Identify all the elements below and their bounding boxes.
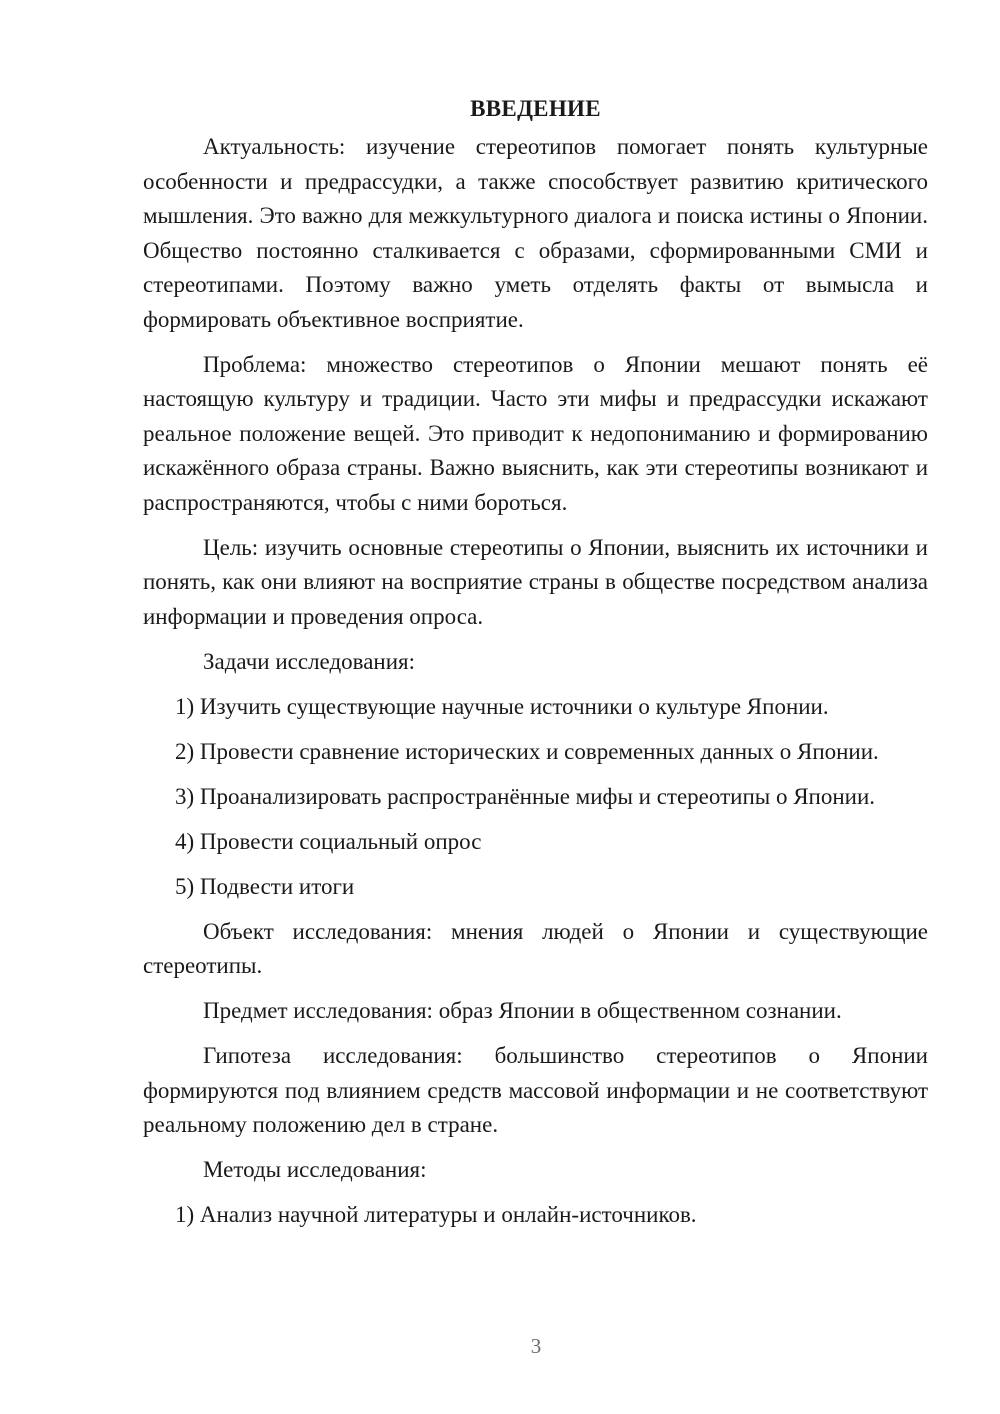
goal-paragraph: Цель: изучить основные стереотипы о Японии, выяснить их источники и понять, как они влияют на восприятие страны в обществе посредством анализа информации и проведения опроса. bbox=[143, 534, 928, 629]
task-item-2: 2) Провести сравнение исторических и современных данных о Японии. bbox=[175, 738, 879, 764]
problem-paragraph: Проблема: множество стереотипов о Японии мешают понять её настоящую культуру и традиции. Часто эти мифы и предрассудки искажают реальное положение вещей. Это приводит к недопониманию и формированию искажённого образа страны. Важно выяснить, как эти стереотипы возникают и распространяются, чтобы с ними бороться. bbox=[143, 351, 928, 515]
task-item-4: 4) Провести социальный опрос bbox=[175, 828, 482, 854]
task-item-1: 1) Изучить существующие научные источники о культуре Японии. bbox=[175, 693, 829, 719]
methods-title: Методы исследования: bbox=[203, 1157, 427, 1182]
relevance-paragraph: Актуальность: изучение стереотипов помогает понять культурные особенности и предрассудки, а также способствует развитию критического мышления. Это важно для межкультурного диалога и поиска истины о Японии. Общество постоянно сталкивается с образами, сформированными СМИ и стереотипами. Поэтому важно уметь отделять факты от вымысла и формировать объективное восприятие. bbox=[143, 134, 928, 332]
section-heading: ВВЕДЕНИЕ bbox=[470, 96, 601, 121]
document-page bbox=[143, 92, 928, 1243]
subject-paragraph: Предмет исследования: образ Японии в общественном сознании. bbox=[203, 998, 842, 1023]
task-item-3: 3) Проанализировать распространённые мифы и стереотипы о Японии. bbox=[175, 783, 876, 809]
hypothesis-paragraph: Гипотеза исследования: большинство стереотипов о Японии формируются под влиянием средств массовой информации и не соответствуют реальному положению дел в стране. bbox=[143, 1043, 928, 1137]
method-item-1: 1) Анализ научной литературы и онлайн-источников. bbox=[175, 1202, 697, 1227]
tasks-title: Задачи исследования: bbox=[203, 648, 416, 674]
object-paragraph: Объект исследования: мнения людей о Японии и существующие стереотипы. bbox=[143, 918, 928, 978]
task-item-5: 5) Подвести итоги bbox=[175, 873, 355, 899]
page-number: 3 bbox=[530, 1334, 542, 1358]
